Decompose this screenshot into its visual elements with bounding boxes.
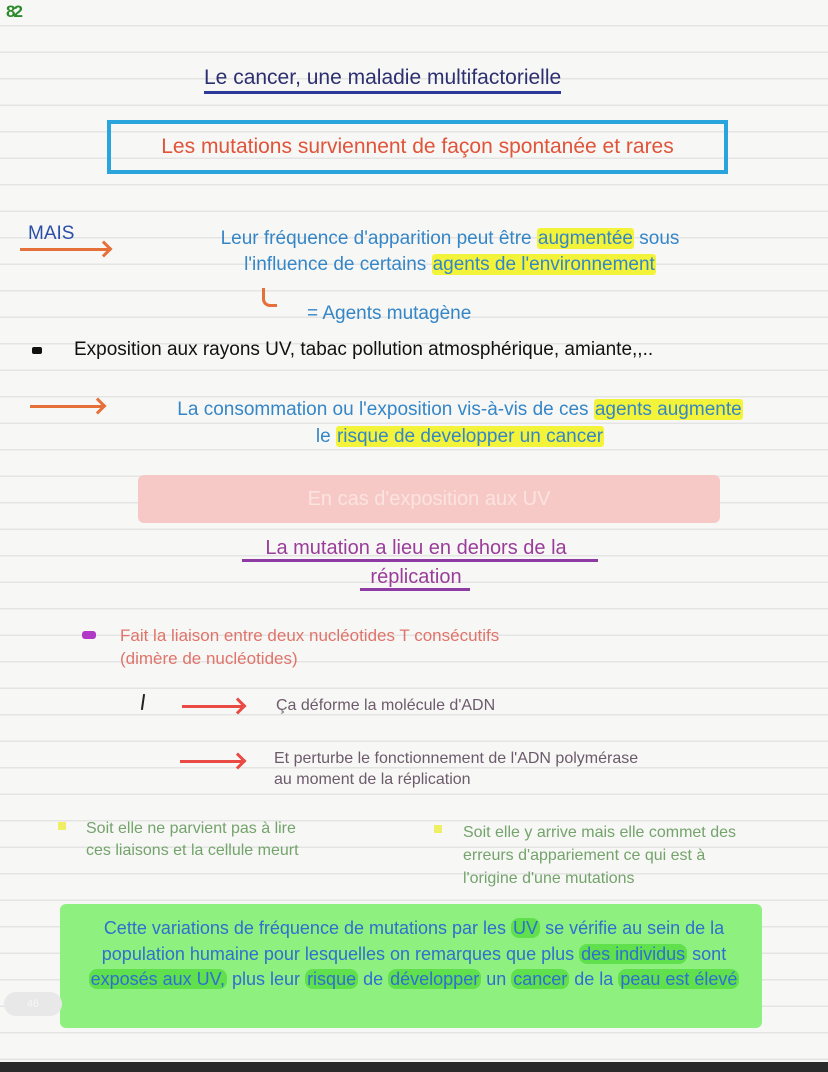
highlight: agents augmente <box>594 399 742 420</box>
underline <box>360 588 470 591</box>
text-line: (dimère de nucléotides) <box>120 649 298 668</box>
hook-arrow-icon <box>262 288 277 307</box>
highlight: exposés aux UV, <box>90 969 226 989</box>
mutation-title: La mutation a lieu en dehors de la réplication <box>265 537 567 588</box>
agents-mutagene: = Agents mutagène <box>307 303 472 324</box>
text-span: de <box>358 969 389 989</box>
arrow-right-icon <box>182 705 242 708</box>
uv-section-header: En cas d'exposition aux UV <box>138 475 720 523</box>
deforme-text: Ça déforme la molécule d'ADN <box>276 697 496 714</box>
highlight: augmentée <box>537 228 633 249</box>
text-span: le <box>315 426 336 447</box>
text-line: l'origine d'une mutations <box>463 870 635 887</box>
highlight: risque de developper un cancer <box>336 426 604 447</box>
text-span: se vérifie au sein de la population humaine pour lesquelles on remarques que plus <box>101 918 725 964</box>
text-line: Fait la liaison entre deux nucléotides T consécutifs <box>120 626 500 645</box>
bullet-icon <box>58 822 66 830</box>
underline <box>242 559 598 562</box>
text-span: Leur fréquence d'apparition peut être <box>220 228 537 249</box>
bullet-icon <box>434 825 442 833</box>
exposition-line: Exposition aux rayons UV, tabac pollution atmosphérique, amiante,,.. <box>74 339 654 360</box>
text-span: plus leur <box>227 969 306 989</box>
arrow-right-icon <box>20 248 108 251</box>
mais-label: MAIS <box>28 223 75 244</box>
conclusion-text <box>74 916 754 993</box>
highlight: développer <box>390 969 480 989</box>
text-span: La consommation ou l'exposition vis-à-vis de ces <box>177 399 594 420</box>
bullet-icon <box>82 631 96 639</box>
bottom-edge <box>0 1062 828 1072</box>
highlight: cancer <box>513 969 568 989</box>
highlight: des individus <box>581 943 686 964</box>
text-line: Soit elle ne parvient pas à lire <box>86 820 296 837</box>
pen-mark <box>141 694 145 710</box>
soit-mutation <box>463 821 736 890</box>
arrow-right-icon <box>180 760 242 763</box>
highlight: peau est élevé <box>620 969 738 989</box>
page-number-pill: 46 <box>4 992 62 1016</box>
arrow-right-icon <box>30 405 102 408</box>
bullet-icon <box>32 347 42 354</box>
frequency-paragraph <box>180 226 720 278</box>
page-title: Le cancer, une maladie multifactorielle <box>204 66 561 94</box>
text-span: sont <box>687 943 727 964</box>
logo: 82 <box>6 2 21 21</box>
boxed-statement: Les mutations surviennent de façon spontanée et rares <box>107 120 728 174</box>
text-line: erreurs d'appariement ce qui est à <box>463 847 706 864</box>
highlight: agents de l'environnement <box>432 254 655 275</box>
consumption-paragraph <box>130 396 790 450</box>
liaison-text <box>120 624 499 670</box>
text-span: l'influence de certains <box>244 254 432 275</box>
text-line: Et perturbe le fonctionnement de l'ADN polymérase <box>274 750 639 767</box>
text-span: un <box>481 969 512 989</box>
text-span: de la <box>569 969 619 989</box>
soit-meurt <box>86 818 299 862</box>
text-span: sous <box>633 228 680 249</box>
text-line: Soit elle y arrive mais elle commet des <box>463 824 736 841</box>
highlight: risque <box>307 969 357 989</box>
text-line: au moment de la réplication <box>274 771 471 788</box>
highlight: UV <box>513 918 539 938</box>
text-line: ces liaisons et la cellule meurt <box>86 842 299 859</box>
perturbe-text <box>274 748 638 790</box>
text-span: Cette variations de fréquence de mutations par les <box>103 918 512 938</box>
